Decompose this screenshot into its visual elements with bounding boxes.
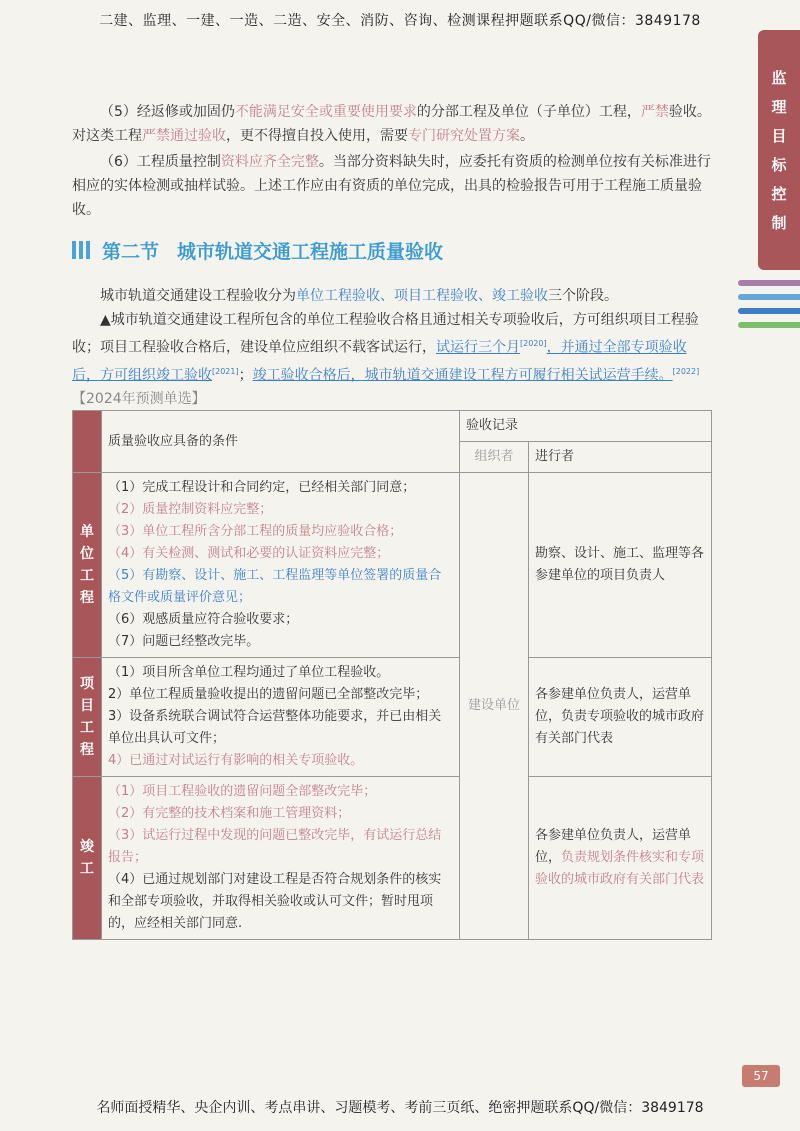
text: （6）工程质量控制 — [100, 154, 221, 170]
text: （5）经返修或加固仍 — [100, 104, 235, 120]
acceptance-table — [72, 410, 712, 940]
text: ，更不得擅自投入使用，需要 — [226, 128, 408, 144]
condition-item: （7）问题已经整改完毕。 — [108, 634, 260, 649]
text: 。当部分资料缺失时，应委托有资质的检测单位按有关标准进行相应的实体检测或抽样试验。上述工作应由有资质的单位完成，出具的检验报告可用于工程施工质量验收。 — [72, 154, 711, 218]
condition-item: （1）项目所含单位工程均通过了单位工程验收。 — [108, 665, 390, 680]
condition-item: 4）已通过对试运行有影响的相关专项验收。 — [108, 753, 364, 768]
condition-item: （4）有关检测、测试和必要的认证资料应完整； — [108, 546, 390, 561]
executor-cell: 各参建单位负责人，运营单位，负责专项验收的城市政府有关部门代表 — [529, 658, 712, 777]
stripe — [738, 280, 800, 286]
side-tab-char: 监 — [771, 69, 787, 87]
header-organizer: 组织者 — [460, 442, 529, 473]
year-tag: [2021] — [212, 366, 239, 376]
text: 。 — [520, 128, 534, 144]
paragraph-item-6 — [72, 150, 712, 222]
stripe — [738, 294, 800, 300]
condition-item: （3）试运行过程中发现的问题已整改完毕，有试运行总结报告； — [108, 828, 442, 865]
text: 三个阶段。 — [548, 288, 618, 304]
header-conditions: 质量验收应具备的条件 — [102, 411, 460, 473]
stripe — [738, 308, 800, 314]
highlight-text: 竣工验收合格后，城市轨道交通建设工程方可履行相关试运营手续。 — [252, 367, 673, 384]
color-stripes — [738, 280, 800, 336]
intro-paragraph — [72, 284, 712, 308]
condition-item: （3）单位工程所含分部工程的质量均应验收合格； — [108, 524, 403, 539]
header-record: 验收记录 — [460, 411, 712, 442]
acceptance-paragraph — [72, 308, 712, 411]
organizer-cell: 建设单位 — [460, 473, 529, 940]
row-label: 单位工程 — [73, 473, 102, 658]
condition-item: （4）已通过规划部门对建设工程是否符合规划条件的核实和全部专项验收，并取得相关验收或认可文件；暂时甩项的，应经相关部门同意. — [108, 872, 442, 931]
table-row — [73, 473, 712, 658]
conditions-cell — [102, 658, 460, 777]
executor-cell: 勘察、设计、施工、监理等各参建单位的项目负责人 — [529, 473, 712, 658]
text: 城市轨道交通建设工程验收分为 — [100, 288, 296, 304]
stripe — [738, 322, 800, 328]
highlight-text: ，并通过全部专项验收后，方可组织竣工验收 — [72, 339, 687, 384]
condition-item: （1）项目工程验收的遗留问题全部整改完毕； — [108, 784, 377, 799]
year-tag: [2022] — [672, 366, 700, 376]
exam-note: 【2024年预测单选】 — [72, 391, 206, 408]
conditions-cell — [102, 473, 460, 658]
text: ▲城市轨道交通建设工程所包含的单位工程验收合格且通过相关专项验收后，方可组织项目工程验收；项目工程验收合格后，建设单位应组织不载客试运行， — [72, 312, 699, 356]
text: 的分部工程及单位（子单位）工程， — [416, 104, 641, 120]
text: 验收。对这类工程 — [72, 104, 711, 144]
corner-cell — [73, 411, 102, 473]
executor-cell — [529, 777, 712, 940]
executor-highlight: 负责规划条件核实和专项验收的城市政府有关部门代表 — [535, 850, 705, 887]
side-tab-char: 目 — [771, 127, 787, 145]
condition-item: 2）单位工程质量验收提出的遗留问题已全部整改完毕； — [108, 687, 429, 702]
highlight-text: 专门研究处置方案 — [408, 128, 520, 144]
condition-item: 3）设备系统联合调试符合运营整体功能要求，并已由相关单位出具认可文件； — [108, 709, 442, 746]
highlight-text: 试运行三个月 — [436, 339, 520, 356]
highlight-text: 不能满足安全或重要使用要求 — [234, 104, 417, 120]
condition-item: （2）质量控制资料应完整； — [108, 502, 273, 517]
text: ； — [238, 367, 253, 384]
side-tab-char: 制 — [771, 214, 787, 232]
section-number: 第二节 — [102, 240, 160, 263]
highlight-text: 单位工程验收、项目工程验收、竣工验收 — [296, 288, 548, 304]
row-label: 项目工程 — [73, 658, 102, 777]
table-header-row — [73, 411, 712, 442]
condition-item: （6）观感质量应符合验收要求； — [108, 612, 299, 627]
conditions-cell — [102, 777, 460, 940]
paragraph-item-5 — [72, 100, 712, 148]
row-label: 竣工 — [73, 777, 102, 940]
footer-promo: 名师面授精华、央企内训、考点串讲、习题模考、考前三页纸、绝密押题联系QQ/微信：3849178 — [96, 1100, 704, 1116]
table-row — [73, 658, 712, 777]
condition-item: （2）有完整的技术档案和施工管理资料； — [108, 806, 351, 821]
header-promo: 二建、监理、一建、一造、二造、安全、消防、咨询、检测课程押题联系QQ/微信：3849178 — [99, 13, 701, 29]
side-tab-char: 标 — [771, 156, 787, 174]
page-number: 57 — [742, 1065, 780, 1087]
side-tab-char: 控 — [771, 185, 787, 203]
table-row — [73, 777, 712, 940]
section-bars-icon — [72, 241, 90, 259]
condition-item: （5）有勘察、设计、施工、工程监理等单位签署的质量合格文件或质量评价意见； — [108, 568, 442, 605]
header-executor: 进行者 — [529, 442, 712, 473]
section-heading — [72, 232, 712, 268]
section-title: 城市轨道交通工程施工质量验收 — [177, 240, 444, 263]
highlight-text: 资料应齐全完整 — [220, 154, 319, 170]
side-tab-char: 理 — [771, 98, 787, 116]
chapter-side-tab — [758, 30, 800, 270]
condition-item: （1）完成工程设计和合同约定，已经相关部门同意； — [108, 480, 416, 495]
highlight-text: 严禁通过验收 — [142, 128, 226, 144]
executor-text: 各参建单位负责人，运营单位， — [535, 828, 692, 865]
year-tag: [2020] — [520, 339, 547, 348]
highlight-text: 严禁 — [640, 104, 669, 120]
